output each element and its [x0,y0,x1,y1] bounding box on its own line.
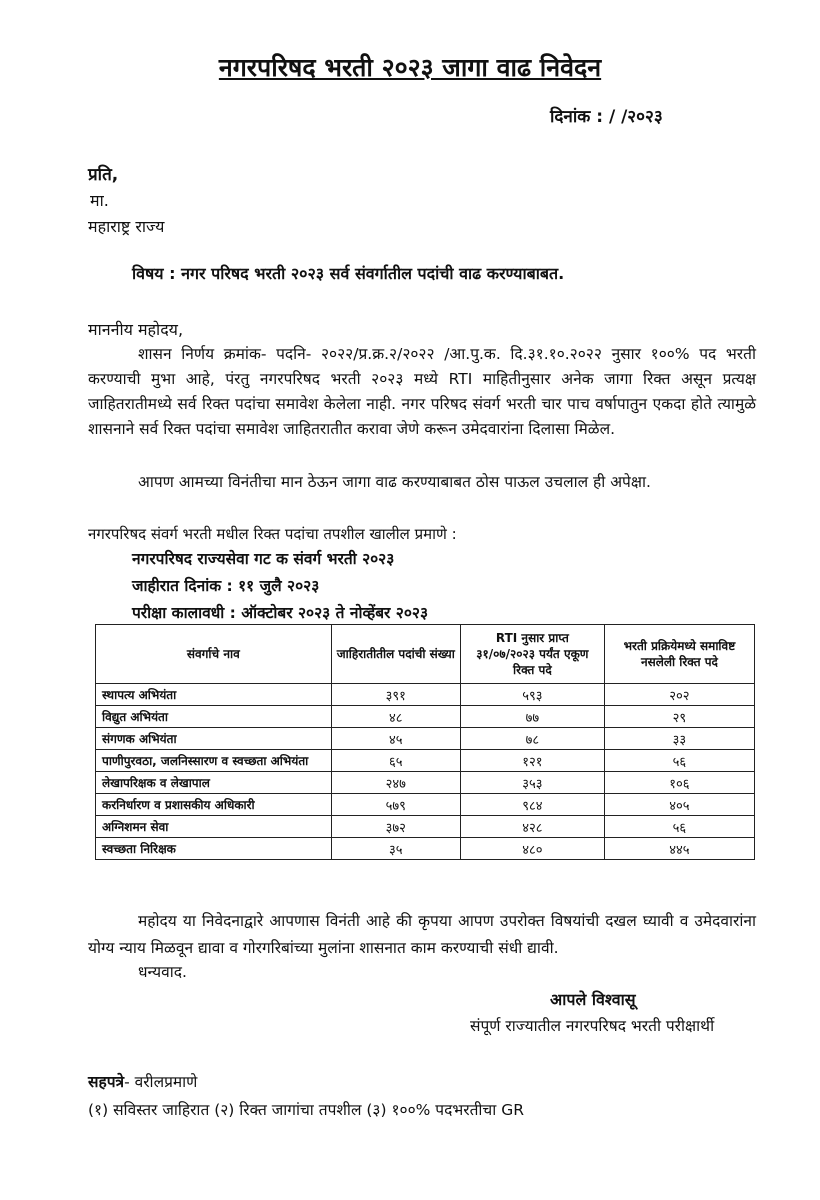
subject-line: विषय : नगर परिषद भरती २०२३ सर्व संवर्गातील पदांची वाढ करण्याबाबत. [132,264,565,283]
exam-info [132,546,428,627]
cell-cadre-name: करनिर्धारण व प्रशासकीय अधिकारी [96,794,332,816]
table-row [96,772,755,794]
header-excluded-vacancies: भरती प्रक्रियेमध्ये समाविष्ट नसलेली रिक्त पदे [604,625,754,684]
vacancy-table [95,624,755,860]
cell-rti: ४८० [460,838,604,860]
table-row [96,816,755,838]
table-header-row [96,625,755,684]
signature-line-2: संपूर्ण राज्यातील नगरपरिषद भरती परीक्षार्थी [470,1017,715,1035]
exam-period: परीक्षा कालावधी : ऑक्टोबर २०२३ ते नोव्हेंबर २०२३ [132,604,429,622]
header-cadre-name: संवर्गाचे नाव [96,625,332,684]
body-paragraph-1-text: शासन निर्णय क्रमांक- पदनि- २०२२/प्र.क्र.२/२०२२ /आ.पु.क. दि.३१.१०.२०२२ नुसार १००% पद भरती करण्याची मुभा आहे, पंरतु नगरपरिषद भरती २०२३ मध्ये RTI माहितीनुसार अनेक जागा रिक्त असून प्रत्यक्ष जाहितरातीमध्ये सर्व रिक्त पदांचा समावेश केलेला नाही. नगर परिषद संवर्ग भरती चार पाच वर्षापातुन एकदा होते त्यामुळे शासनाने सर्व रिक्त पदांचा समावेश जाहितरातीत करावा जेणे करून उमेदवारांना दिलासा मिळेल. [88,345,756,438]
table-row [96,684,755,706]
date-line: दिनांक : / /२०२३ [550,107,663,127]
body-paragraph-2: आपण आमच्या विनंतीचा मान ठेऊन जागा वाढ करण्याबाबत ठोस पाऊल उचलाल ही अपेक्षा. [138,473,651,491]
header-advertised-posts: जाहिरातीतील पदांची संख्या [331,625,460,684]
closing-text: महोदय या निवेदनाद्वारे आपणास विनंती आहे की कृपया आपण उपरोक्त विषयांची दखल घ्यावी व उमेदवारांना योग्य न्याय मिळवून द्यावा व गोरगरिबांच्या मुलांना शासनात काम करण्याची संधी द्यावी. [88,912,756,957]
cell-advertised: ४८ [331,706,460,728]
closing-paragraph [88,908,756,962]
cell-advertised: ३९१ [331,684,460,706]
salutation: माननीय महोदय, [88,320,184,339]
recipient-line-2: महाराष्ट्र राज्य [88,217,165,236]
recipient-prefix: प्रति, [88,165,119,185]
cell-cadre-name: संगणक अभियंता [96,728,332,750]
cell-cadre-name: लेखापरिक्षक व लेखापाल [96,772,332,794]
cell-excluded: ५६ [604,816,754,838]
cell-rti: ७७ [460,706,604,728]
enclosures-items: (१) सविस्तर जाहिरात (२) रिक्त जागांचा तपशील (३) १००% पदभरतीचा GR [88,1101,524,1119]
cell-cadre-name: विद्युत अभियंता [96,706,332,728]
cell-rti: ९८४ [460,794,604,816]
signature-line-1: आपले विश्वासू [550,990,636,1009]
cell-advertised: ३५ [331,838,460,860]
header-rti-vacancies: RTI नुसार प्राप्त ३१/०७/२०२३ पर्यंत एकूण रिक्त पदे [460,625,604,684]
cell-excluded: ३३ [604,728,754,750]
cell-advertised: ४५ [331,728,460,750]
cell-advertised: ३७२ [331,816,460,838]
cell-cadre-name: स्थापत्य अभियंता [96,684,332,706]
cell-excluded: ४०५ [604,794,754,816]
cell-excluded: २९ [604,706,754,728]
enclosures [88,1068,524,1124]
cell-advertised: ६५ [331,750,460,772]
table-row [96,706,755,728]
cell-excluded: १०६ [604,772,754,794]
cell-cadre-name: अग्निशमन सेवा [96,816,332,838]
cell-rti: ७८ [460,728,604,750]
exam-name: नगरपरिषद राज्यसेवा गट क संवर्ग भरती २०२३ [132,550,395,568]
cell-excluded: ५६ [604,750,754,772]
thanks-line: धन्यवाद. [138,963,187,981]
cell-rti: ४२८ [460,816,604,838]
enclosures-heading [88,1068,524,1096]
cell-rti: १२१ [460,750,604,772]
cell-cadre-name: पाणीपुरवठा, जलनिस्सारण व स्वच्छता अभियंता [96,750,332,772]
table-intro: नगरपरिषद संवर्ग भरती मधील रिक्त पदांचा तपशील खालील प्रमाणे : [88,525,457,543]
cell-advertised: ५७९ [331,794,460,816]
cell-rti: ५९३ [460,684,604,706]
letter-title: नगरपरिषद भरती २०२३ जागा वाढ निवेदन [218,53,602,82]
cell-rti: ३५३ [460,772,604,794]
enclosures-label: सहपत्रे [88,1073,125,1091]
table-row [96,794,755,816]
recipient-block [88,162,164,240]
table-row [96,750,755,772]
table-row [96,838,755,860]
cell-excluded: २०२ [604,684,754,706]
cell-cadre-name: स्वच्छता निरिक्षक [96,838,332,860]
exam-ad-date: जाहीरात दिनांक : ११ जुलै २०२३ [132,577,320,595]
body-paragraph-1 [88,342,756,442]
recipient-line-1: मा. [90,191,109,210]
table-row [96,728,755,750]
enclosures-label-suffix: - वरीलप्रमाणे [124,1073,198,1091]
cell-advertised: २४७ [331,772,460,794]
cell-excluded: ४४५ [604,838,754,860]
